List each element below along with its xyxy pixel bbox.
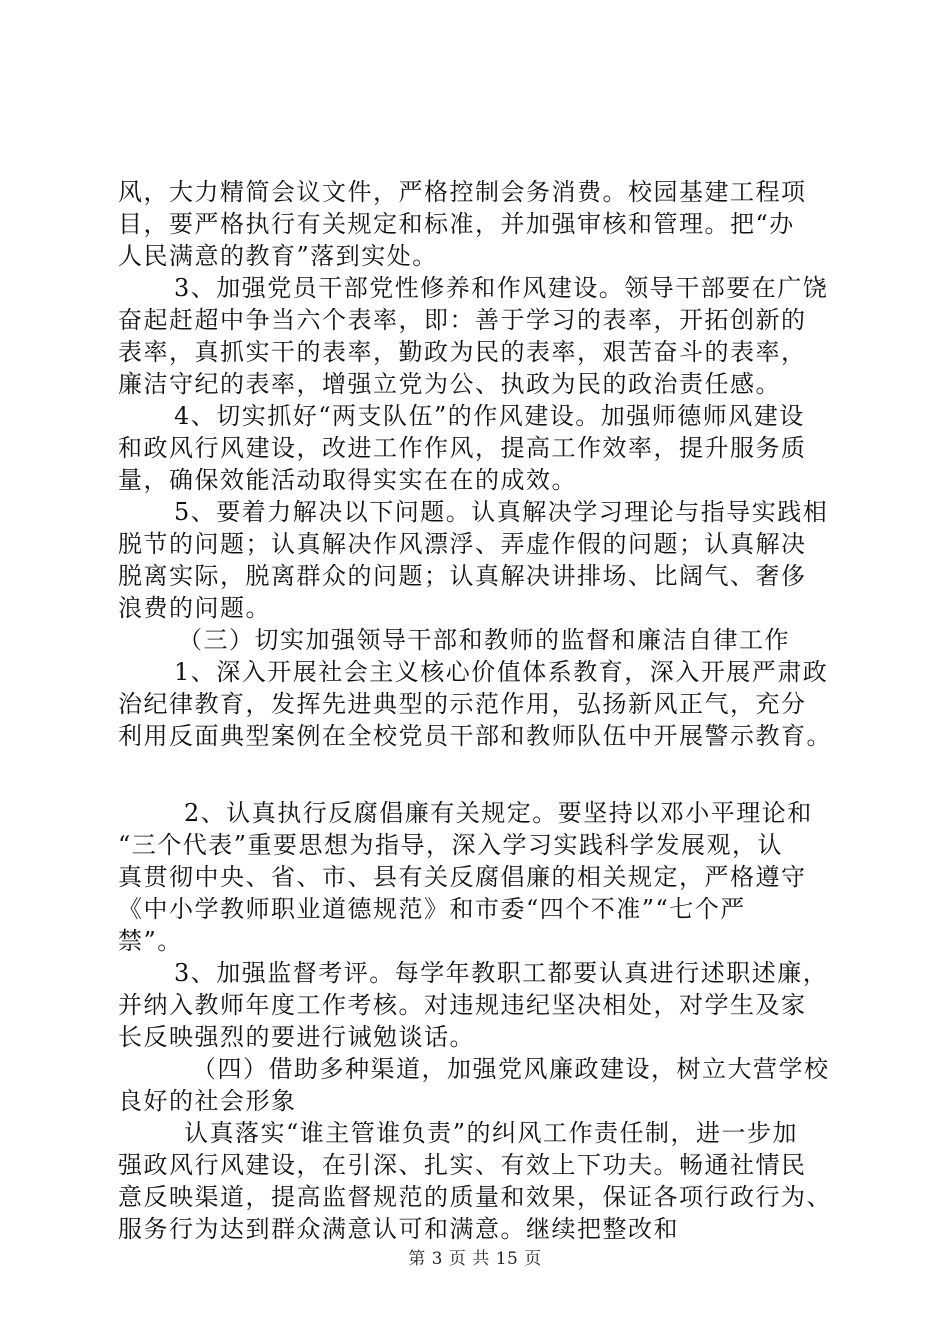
text-line: 真贯彻中央、省、市、县有关反腐倡廉的相关规定，严格遵守 <box>118 863 807 891</box>
text-line: 4、切实抓好“两支队伍”的作风建设。加强师德师风建设 <box>174 402 805 430</box>
text-line: 利用反面典型案例在全校党员干部和教师队伍中开展警示教育。 <box>118 722 832 750</box>
paragraph-gap <box>118 752 838 797</box>
section-heading-continued: 良好的社会形象 <box>118 1087 297 1115</box>
text-line: 表率，真抓实干的表率，勤政为民的表率，艰苦奋斗的表率， <box>118 338 807 366</box>
text-line: 2、认真执行反腐倡廉有关规定。要坚持以邓小平理论和 <box>184 799 813 827</box>
text-line: 脱离实际，脱离群众的问题；认真解决讲排场、比阔气、奢侈 <box>118 562 807 590</box>
text-line: 禁”。 <box>118 927 183 955</box>
text-line: 认真落实“谁主管谁负责”的纠风工作责任制，进一步加 <box>184 1119 799 1147</box>
text-line: 3、加强党员干部党性修养和作风建设。领导干部要在广饶 <box>174 274 829 302</box>
document-body <box>118 176 838 1245</box>
text-line: 《中小学教师职业道德规范》和市委“四个不准”“七个严 <box>118 895 746 923</box>
text-line: 浪费的问题。 <box>118 594 271 622</box>
text-line: 风，大力精简会议文件，严格控制会务消费。校园基建工程项 <box>118 178 807 206</box>
page-number-footer: 第 3 页 共 15 页 <box>408 1249 542 1269</box>
text-line: 奋起赶超中争当六个表率，即：善于学习的表率，开拓创新的 <box>118 306 807 334</box>
text-line: 3、加强监督考评。每学年教职工都要认真进行述职述廉， <box>174 959 829 987</box>
text-line: 意反映渠道，提高监督规范的质量和效果，保证各项行政行为、 <box>118 1183 832 1211</box>
section-heading: （三）切实加强领导干部和教师的监督和廉洁自律工作 <box>178 626 790 654</box>
text-line: 强政风行风建设，在引深、扎实、有效上下功夫。畅通社情民 <box>118 1151 807 1179</box>
text-line: 量，确保效能活动取得实实在在的成效。 <box>118 466 577 494</box>
text-line: 治纪律教育，发挥先进典型的示范作用，弘扬新风正气，充分 <box>118 690 807 718</box>
text-line: 人民满意的教育”落到实处。 <box>118 242 438 270</box>
text-line: 长反映强烈的要进行诫勉谈话。 <box>118 1023 475 1051</box>
text-line: 并纳入教师年度工作考核。对违规违纪坚决相处，对学生及家 <box>118 991 807 1019</box>
text-line: 5、要着力解决以下问题。认真解决学习理论与指导实践相 <box>174 498 829 526</box>
text-line: “三个代表”重要思想为指导，深入学习实践科学发展观，认 <box>118 831 784 859</box>
text-line: 和政风行风建设，改进工作作风，提高工作效率，提升服务质 <box>118 434 807 462</box>
text-line: 服务行为达到群众满意认可和满意。继续把整改和 <box>118 1215 679 1243</box>
section-heading: （四）借助多种渠道，加强党风廉政建设，树立大营学校 <box>192 1055 830 1083</box>
text-line: 廉洁守纪的表率，增强立党为公、执政为民的政治责任感。 <box>118 370 781 398</box>
text-line: 目，要严格执行有关规定和标准，并加强审核和管理。把“办 <box>118 210 795 238</box>
text-line: 脱节的问题；认真解决作风漂浮、弄虚作假的问题；认真解决 <box>118 530 807 558</box>
text-line: 1、深入开展社会主义核心价值体系教育，深入开展严肃政 <box>174 658 829 686</box>
